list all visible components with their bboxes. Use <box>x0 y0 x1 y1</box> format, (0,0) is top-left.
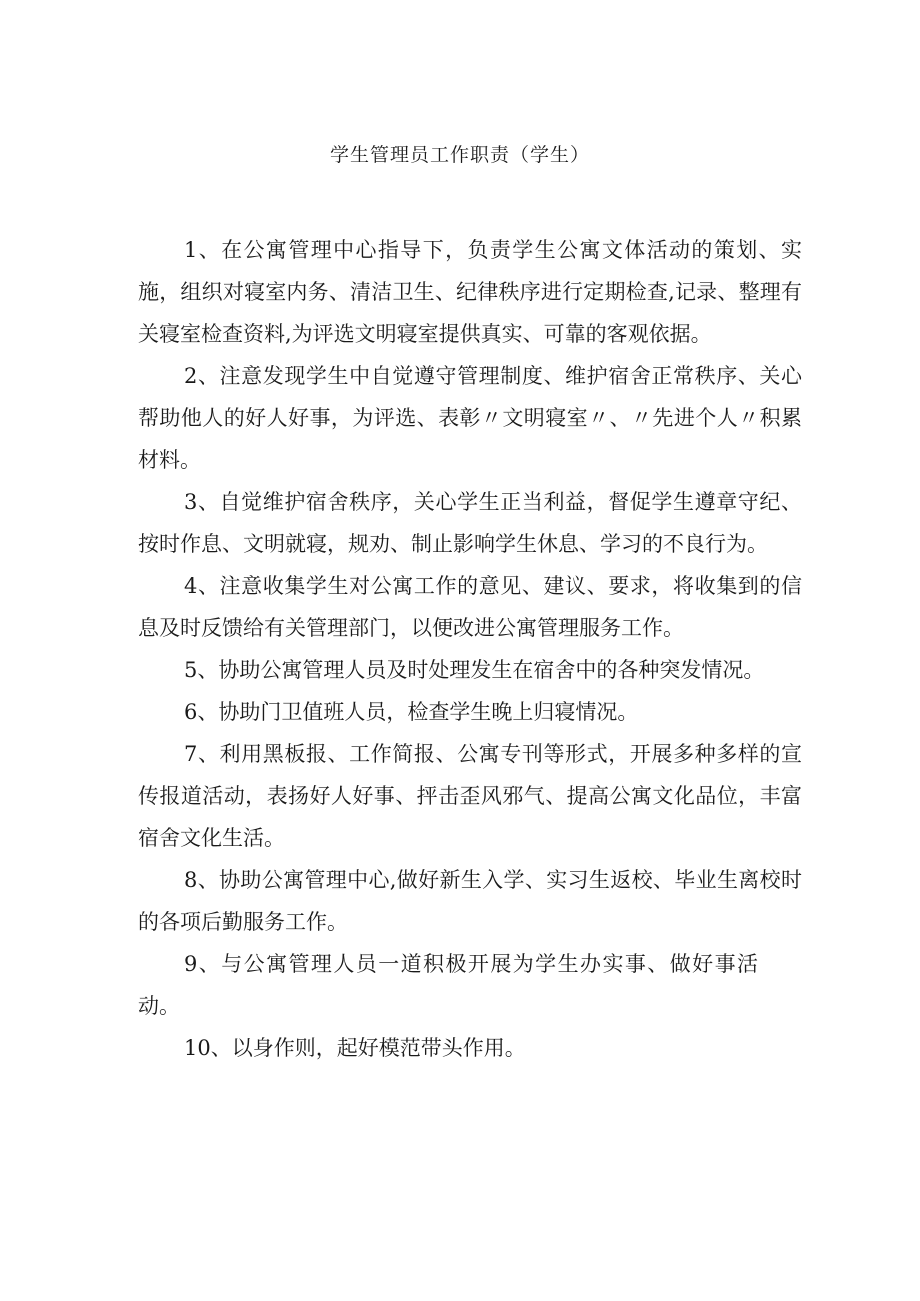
duty-paragraph-8: 8、协助公寓管理中心,做好新生入学、实习生返校、毕业生离校时的各项后勤服务工作。 <box>138 868 802 934</box>
duty-paragraph-9: 9、与公寓管理人员一道积极开展为学生办实事、做好事活动。 <box>138 952 758 1018</box>
duty-paragraph-3: 3、自觉维护宿舍秩序，关心学生正当利益，督促学生遵章守纪、按时作息、文明就寝，规劝、制止影响学生休息、学习的不良行为。 <box>138 490 802 556</box>
duty-paragraph-1: 1、在公寓管理中心指导下，负责学生公寓文体活动的策划、实施，组织对寝室内务、清洁卫生、纪律秩序进行定期检查,记录、整理有关寝室检查资料,为评选文明寝室提供真实、可靠的客观依据。 <box>138 238 802 346</box>
document-body <box>138 229 802 1069</box>
duty-paragraph-4: 4、注意收集学生对公寓工作的意见、建议、要求，将收集到的信息及时反馈给有关管理部门，以便改进公寓管理服务工作。 <box>138 574 802 640</box>
document-title: 学生管理员工作职责（学生） <box>329 144 590 166</box>
duty-paragraph-5: 5、协助公寓管理人员及时处理发生在宿舍中的各种突发情况。 <box>184 658 765 682</box>
duty-paragraph-10: 10、以身作则，起好模范带头作用。 <box>184 1036 526 1060</box>
duty-paragraph-2: 2、注意发现学生中自觉遵守管理制度、维护宿舍正常秩序、关心帮助他人的好人好事，为评选、表彰〃文明寝室〃、〃先进个人〃积累材料。 <box>138 364 802 472</box>
duty-paragraph-7: 7、利用黑板报、工作简报、公寓专刊等形式，开展多种多样的宣传报道活动，表扬好人好事、抨击歪风邪气、提高公寓文化品位，丰富宿舍文化生活。 <box>138 742 802 850</box>
duty-paragraph-6: 6、协助门卫值班人员，检查学生晚上归寝情况。 <box>184 700 639 724</box>
